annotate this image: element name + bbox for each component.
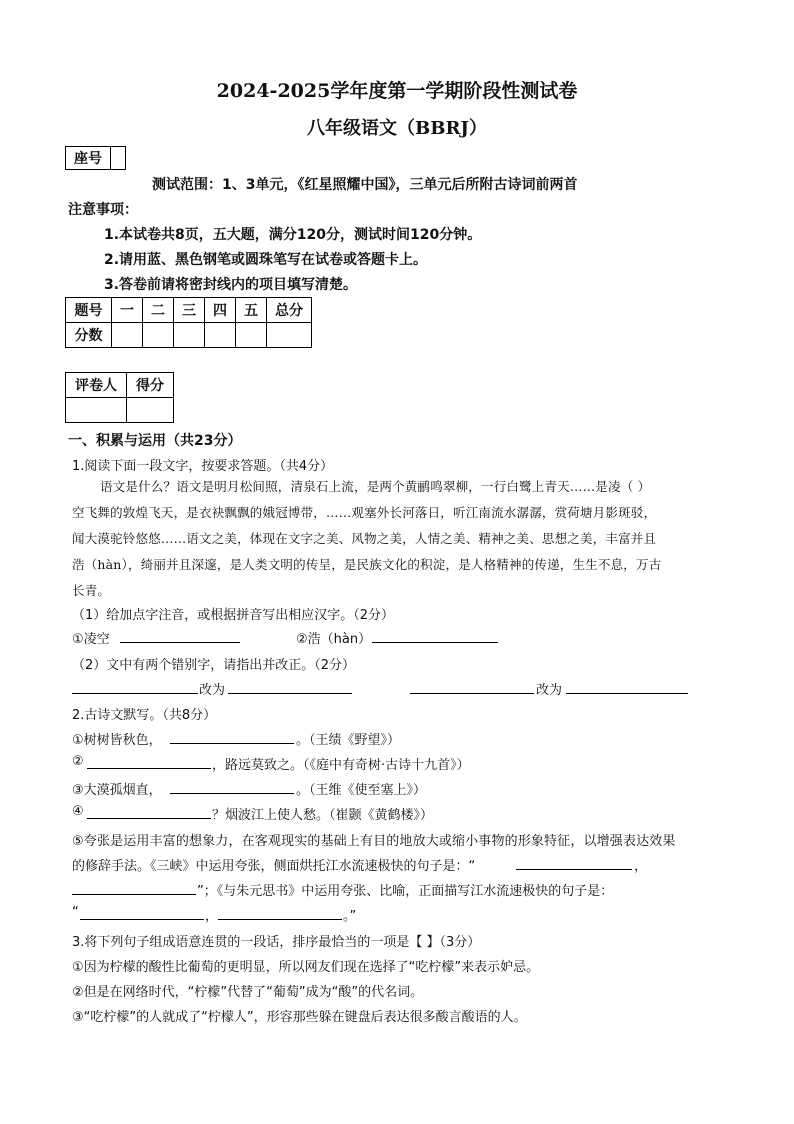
- q2-blank[interactable]: [87, 804, 211, 819]
- grader-cell[interactable]: [66, 398, 127, 423]
- score-col-2: 二: [143, 298, 174, 323]
- score-col-total: 总分: [267, 298, 312, 323]
- q2-item5-text: 的修辞手法。《三峡》中运用夸张，侧面烘托江水流速极快的句子是：“: [72, 859, 476, 874]
- note-item-1: 1.本试卷共8页，五大题，满分120分，测试时间120分钟。: [104, 227, 482, 243]
- q1-sub1-b-blank[interactable]: [372, 628, 498, 643]
- q2-line4-end: ？烟波江上使人愁。（崔颢《黄鹤楼》）: [212, 808, 434, 823]
- q2-line2-start: ②: [72, 754, 84, 769]
- score-cell[interactable]: [236, 323, 267, 348]
- q2-blank[interactable]: [170, 729, 294, 744]
- score-col-4: 四: [205, 298, 236, 323]
- q2-item5-text: ⑤夸张是运用丰富的想象力，在客观现实的基础上有目的地放大或缩小事物的形象特征，以增强表达效果: [72, 834, 676, 849]
- note-item-3: 3.答卷前请将密封线内的项目填写清楚。: [104, 277, 358, 293]
- q2-blank[interactable]: [87, 754, 211, 769]
- q2-line3-end: 。（王维《使至塞上》）: [296, 783, 427, 798]
- q2-item5-comma: ，: [634, 859, 648, 874]
- q2-item5-text: ”；《与朱元思书》中运用夸张、比喻，正面描写江水流速极快的句子是：: [197, 884, 614, 899]
- q1-sub2-wrong-1[interactable]: [72, 679, 198, 694]
- q2-blank[interactable]: [80, 905, 204, 920]
- seat-number-box: [65, 146, 126, 170]
- q2-line3-start: ③大漠孤烟直，: [72, 783, 162, 798]
- q2-blank[interactable]: [72, 880, 196, 895]
- notes-heading: 注意事项：: [68, 202, 138, 218]
- q1-sub1-a-label: ①凌空: [72, 632, 110, 647]
- q1-passage-line: 语文是什么？语文是明月松间照，清泉石上流，是两个黄鹂鸣翠柳，一行白鹭上青天……是凌（ ）: [100, 479, 651, 494]
- q2-blank[interactable]: [170, 779, 294, 794]
- q2-item5-comma: ，: [205, 909, 219, 924]
- test-scope: 测试范围：1、3单元，《红星照耀中国》，三单元后所附古诗词前两首: [152, 177, 578, 193]
- grader-table: [65, 372, 174, 423]
- score-cell[interactable]: [205, 323, 236, 348]
- score-cell[interactable]: [143, 323, 174, 348]
- grader-label: 评卷人: [66, 373, 127, 398]
- exam-title: 2024-2025学年度第一学期阶段性测试卷: [216, 80, 578, 102]
- q1-sub2-correct-2[interactable]: [566, 679, 688, 694]
- q1-change-label: 改为: [199, 683, 226, 698]
- q1-passage-line: 长青。: [72, 583, 111, 598]
- q3-stem: 3.将下列句子组成语意连贯的一段话，排序最恰当的一项是【 】（3分）: [72, 935, 481, 950]
- q2-line1-end: 。（王绩《野望》）: [296, 733, 401, 748]
- score-row-label: 分数: [66, 323, 112, 348]
- grader-score-label: 得分: [127, 373, 174, 398]
- q1-change-label: 改为: [536, 683, 563, 698]
- q1-passage-line: 空飞舞的敦煌飞天，是衣袂飘飘的娥冠博带，……观塞外长河落日，听江南流水潺潺，赏荷塘月影斑驳，: [72, 505, 657, 520]
- score-col-3: 三: [174, 298, 205, 323]
- q1-sub2-correct-1[interactable]: [228, 679, 352, 694]
- score-table: [65, 297, 312, 348]
- q3-sentence-2: ②但是在网络时代，“柠檬”代替了“葡萄”成为“酸”的代名词。: [72, 985, 424, 1000]
- seat-label: 座号: [66, 147, 111, 170]
- q1-sub1-a-blank[interactable]: [120, 628, 240, 643]
- q1-sub2-wrong-2[interactable]: [410, 679, 534, 694]
- exam-subtitle: 八年级语文（BBRJ）: [307, 118, 487, 139]
- q1-sub2: （2）文中有两个错别字，请指出并改正。（2分）: [72, 658, 356, 673]
- q1-sub1-b-label: ②浩（hàn）: [296, 632, 372, 647]
- q2-line4-start: ④: [72, 804, 84, 819]
- seat-input[interactable]: [111, 147, 126, 170]
- note-item-2: 2.请用蓝、黑色钢笔或圆珠笔写在试卷或答题卡上。: [104, 252, 428, 268]
- q3-sentence-1: ①因为柠檬的酸性比葡萄的更明显，所以网友们现在选择了“吃柠檬”来表示妒忌。: [72, 960, 540, 975]
- q2-blank[interactable]: [218, 905, 342, 920]
- score-col-5: 五: [236, 298, 267, 323]
- score-col-1: 一: [112, 298, 143, 323]
- q2-blank[interactable]: [516, 855, 632, 870]
- score-cell[interactable]: [267, 323, 312, 348]
- score-table-row-label: 题号: [66, 298, 112, 323]
- section-1-heading: 一、积累与运用（共23分）: [68, 433, 242, 449]
- q2-stem: 2.古诗文默写。（共8分）: [72, 708, 217, 723]
- q1-sub1: （1）给加点字注音，或根据拼音写出相应汉字。（2分）: [72, 608, 395, 623]
- q3-sentence-3: ③“吃柠檬”的人就成了“柠檬人”，形容那些躲在键盘后表达很多酸言酸语的人。: [72, 1010, 527, 1025]
- q1-passage-line: 浩（hàn），绮丽并且深邃，是人类文明的传呈，是民族文化的积淀，是人格精神的传递，生生不息，万古: [72, 557, 662, 572]
- q2-item5-quote-open: “: [72, 905, 79, 920]
- q2-line1-start: ①树树皆秋色，: [72, 733, 162, 748]
- q2-item5-quote-close: 。”: [343, 909, 357, 924]
- score-cell[interactable]: [112, 323, 143, 348]
- q1-passage-line: 闻大漠驼铃悠悠……语文之美，体现在文字之美、风物之美，人情之美、精神之美、思想之美，丰富并且: [72, 531, 657, 546]
- grader-score-cell[interactable]: [127, 398, 174, 423]
- q1-stem: 1.阅读下面一段文字，按要求答题。（共4分）: [72, 459, 334, 474]
- q2-line2-end: ，路远莫致之。（《庭中有奇树·古诗十九首》）: [212, 758, 470, 773]
- score-cell[interactable]: [174, 323, 205, 348]
